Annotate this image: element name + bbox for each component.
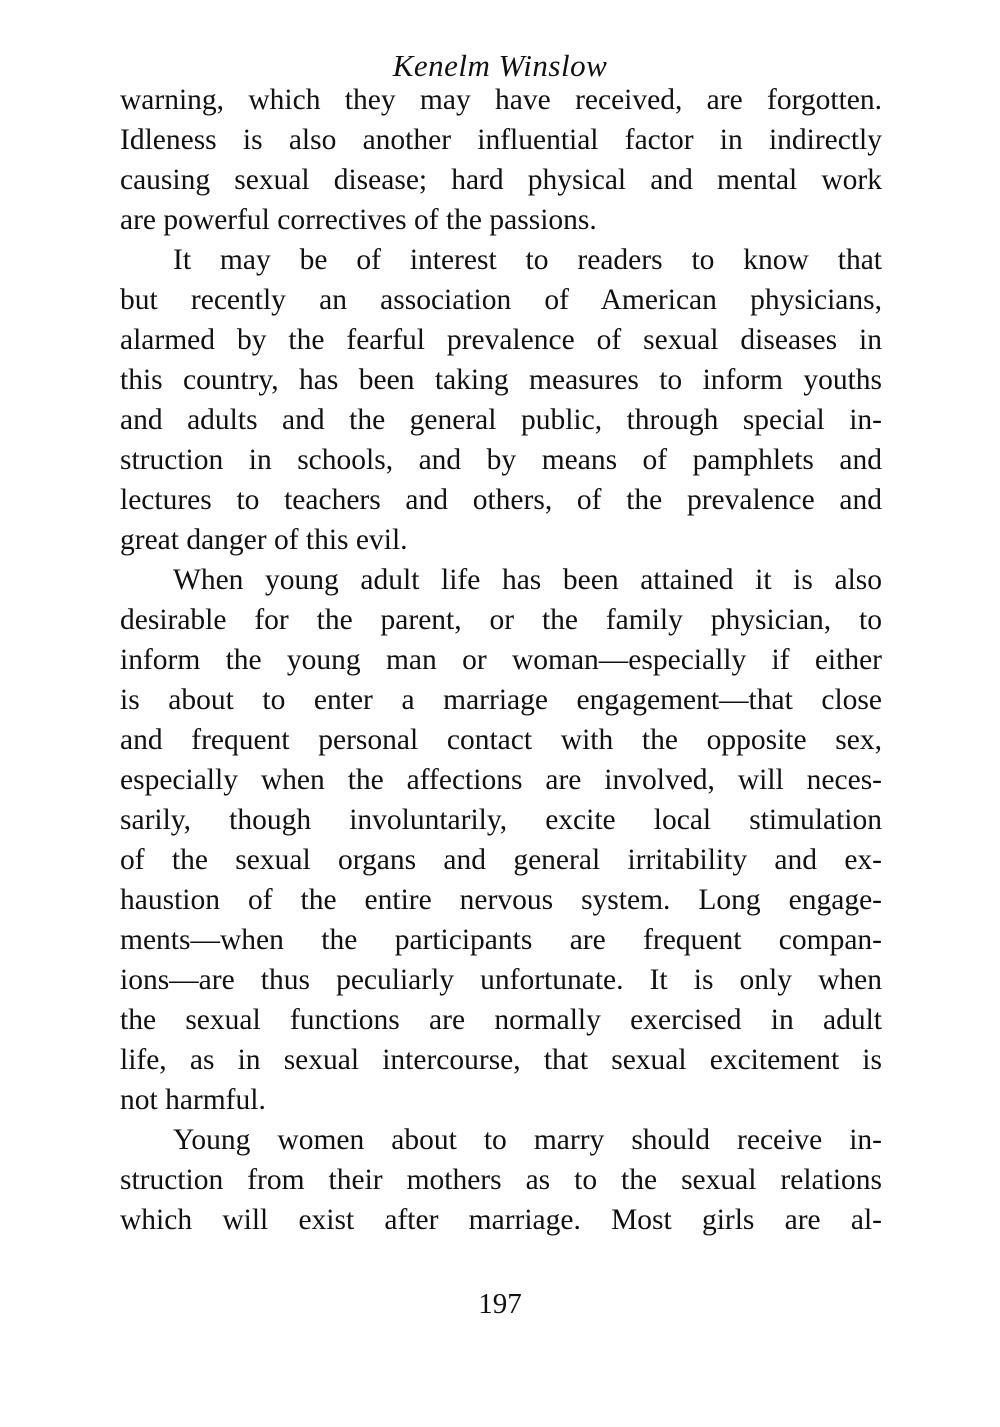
text-line: this country, has been taking measures to inform youths (120, 364, 882, 396)
text-line: of the sexual organs and general irritability and ex- (120, 844, 882, 876)
text-line: ments—when the participants are frequent compan- (120, 924, 882, 956)
text-line: Young women about to marry should receive in- (173, 1124, 882, 1156)
text-line: Idleness is also another influential factor in indirectly (120, 124, 882, 156)
text-line: desirable for the parent, or the family physician, to (120, 604, 882, 636)
text-line: not harmful. (120, 1084, 266, 1116)
text-line: struction from their mothers as to the sexual relations (120, 1164, 882, 1196)
page-number: 197 (478, 1288, 522, 1320)
text-line: haustion of the entire nervous system. Long engage- (120, 884, 882, 916)
text-line: but recently an association of American physicians, (120, 284, 882, 316)
text-line: and adults and the general public, through special in- (120, 404, 882, 436)
text-line: alarmed by the fearful prevalence of sexual diseases in (120, 324, 882, 356)
paragraph (120, 240, 882, 560)
text-line: great danger of this evil. (120, 524, 408, 556)
paragraph (120, 1120, 882, 1240)
text-line: warning, which they may have received, are forgotten. (120, 84, 882, 116)
running-header: Kenelm Winslow (392, 48, 608, 83)
text-line: lectures to teachers and others, of the prevalence and (120, 484, 882, 516)
text-line: especially when the affections are involved, will neces- (120, 764, 882, 796)
text-line: It may be of interest to readers to know that (173, 244, 882, 276)
text-line: inform the young man or woman—especially if either (120, 644, 882, 676)
text-line: ions—are thus peculiarly unfortunate. It is only when (120, 964, 882, 996)
text-line: causing sexual disease; hard physical and mental work (120, 164, 882, 196)
text-line: is about to enter a marriage engagement—that close (120, 684, 882, 716)
text-line: which will exist after marriage. Most girls are al- (120, 1204, 882, 1236)
text-line: When young adult life has been attained it is also (173, 564, 882, 596)
text-line: struction in schools, and by means of pamphlets and (120, 444, 882, 476)
body-text (120, 80, 882, 1240)
text-line: the sexual functions are normally exercised in adult (120, 1004, 882, 1036)
text-line: are powerful correctives of the passions. (120, 204, 597, 236)
text-line: and frequent personal contact with the opposite sex, (120, 724, 882, 756)
text-line: life, as in sexual intercourse, that sexual excitement is (120, 1044, 882, 1076)
text-line: sarily, though involuntarily, excite local stimulation (120, 804, 882, 836)
paragraph (120, 560, 882, 1120)
paragraph (120, 80, 882, 240)
